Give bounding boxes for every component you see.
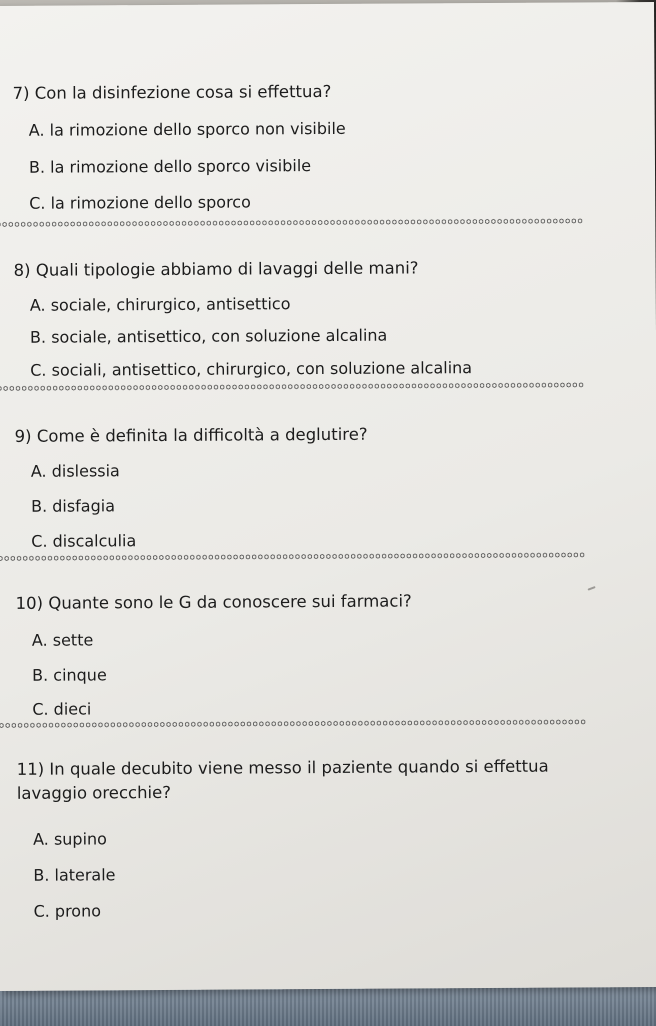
question-block-7 <box>0 78 615 213</box>
question-text: 8) Quali tipologie abbiamo di lavaggi delle mani? <box>13 258 419 280</box>
question-block-9 <box>0 421 617 551</box>
answer-option: A. sette <box>31 630 94 650</box>
question-text: 9) Come è definita la difficoltà a deglutire? <box>14 424 368 446</box>
answer-option: B. cinque <box>32 665 107 685</box>
question-block-10 <box>0 588 618 719</box>
answer-option: B. disfagia <box>30 496 116 516</box>
answer-option: B. la rimozione dello sporco visibile <box>28 156 312 177</box>
answer-option: C. dieci <box>32 699 92 719</box>
worksheet-paper <box>0 2 656 991</box>
question-block-8 <box>0 255 616 380</box>
answer-option: B. sociale, antisettico, con soluzione alcalina <box>29 325 388 347</box>
question-block-11 <box>0 754 619 921</box>
answer-option: C. la rimozione dello sporco <box>29 192 251 213</box>
dotted-separator <box>0 218 583 227</box>
dotted-separator <box>0 719 586 728</box>
answer-option: A. la rimozione dello sporco non visibile <box>28 118 346 140</box>
dotted-separator <box>0 552 585 561</box>
fabric-background <box>0 986 656 1026</box>
answer-option: C. prono <box>33 901 102 921</box>
question-text: 7) Con la disinfezione cosa si effettua? <box>12 81 332 103</box>
answer-option: C. discalculia <box>31 531 137 551</box>
answer-option: B. laterale <box>33 865 116 885</box>
answer-option: A. dislessia <box>30 461 120 481</box>
question-text: 11) In quale decubito viene messo il paziente quando si effettua lavaggio orecchie? <box>16 756 549 803</box>
answer-option: C. sociali, antisettico, chirurgico, con soluzione alcalina <box>30 358 473 380</box>
question-text: 10) Quante sono le G da conoscere sui farmaci? <box>15 591 412 613</box>
dotted-separator <box>0 382 584 391</box>
answer-option: A. supino <box>33 829 107 849</box>
answer-option: A. sociale, chirurgico, antisettico <box>29 294 291 315</box>
